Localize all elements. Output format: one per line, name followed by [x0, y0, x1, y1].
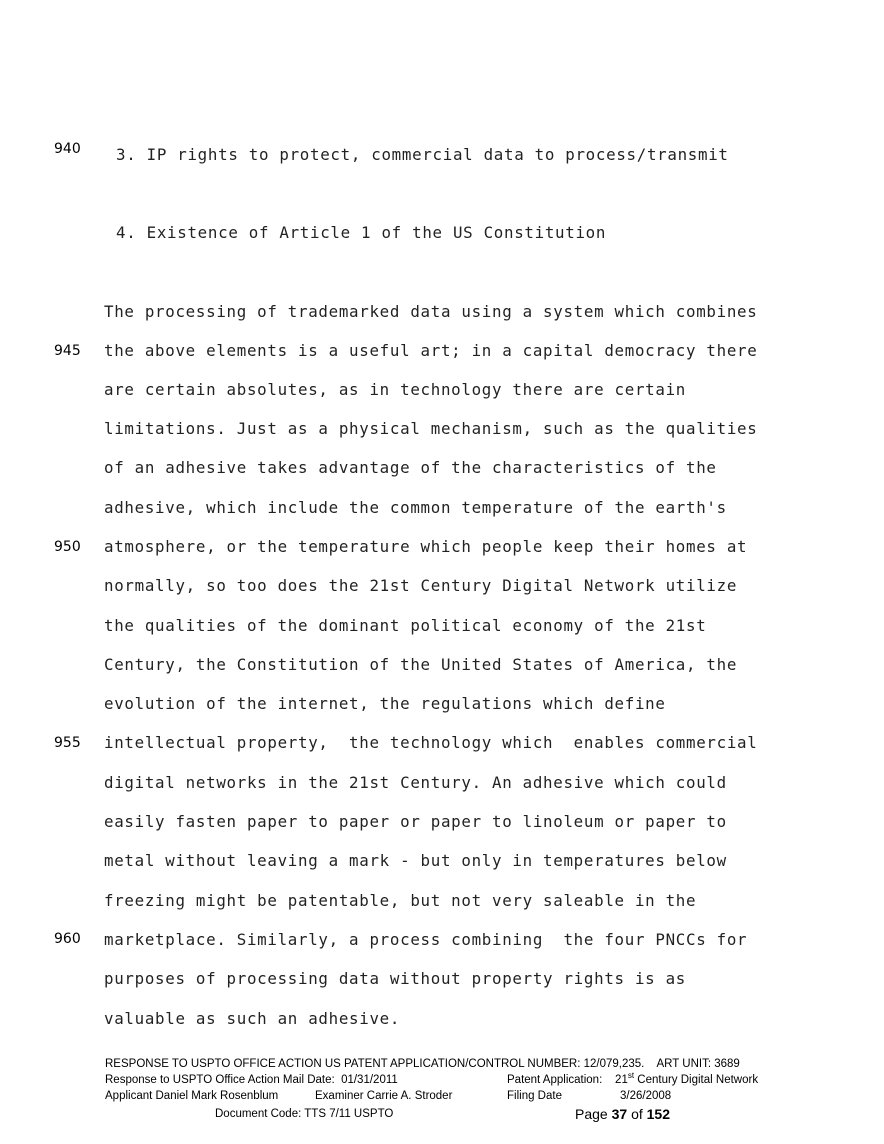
footer-filing-date: 3/26/2008 — [620, 1090, 672, 1102]
paragraph-line: of an adhesive takes advantage of the characteristics of the — [104, 458, 717, 477]
line-number: 940 — [54, 141, 81, 157]
paragraph-line: adhesive, which include the common temperature of the earth's — [104, 498, 727, 517]
footer-filing-date-label: Filing Date — [507, 1090, 562, 1102]
paragraph-line: normally, so too does the 21st Century Digital Network utilize — [104, 576, 738, 595]
line-number: 950 — [54, 539, 81, 555]
paragraph-line: digital networks in the 21st Century. An adhesive which could — [104, 773, 727, 792]
footer-application-line: RESPONSE TO USPTO OFFICE ACTION US PATENT APPLICATION/CONTROL NUMBER: 12/079,235. ART UNIT: 3689 — [105, 1058, 740, 1070]
paragraph-line: intellectual property, the technology which enables commercial — [104, 733, 758, 752]
paragraph-line: Century, the Constitution of the United States of America, the — [104, 655, 738, 674]
footer-mail-date: Response to USPTO Office Action Mail Date: 01/31/2011 — [105, 1074, 398, 1086]
footer-examiner: Examiner Carrie A. Stroder — [315, 1090, 453, 1102]
paragraph-line: valuable as such an adhesive. — [104, 1009, 401, 1028]
paragraph-line: are certain absolutes, as in technology there are certain — [104, 380, 686, 399]
footer-applicant: Applicant Daniel Mark Rosenblum — [105, 1090, 279, 1102]
line-number: 955 — [54, 735, 81, 751]
paragraph-line: The processing of trademarked data using a system which combines — [104, 302, 758, 321]
line-number: 960 — [54, 931, 81, 947]
list-item: 3. IP rights to protect, commercial data to process/transmit — [116, 145, 729, 164]
paragraph-line: the qualities of the dominant political economy of the 21st — [104, 616, 707, 635]
paragraph-line: easily fasten paper to paper or paper to linoleum or paper to — [104, 812, 727, 831]
paragraph-line: purposes of processing data without property rights is as — [104, 969, 686, 988]
paragraph-line: atmosphere, or the temperature which people keep their homes at — [104, 537, 748, 556]
footer-patent-application: Patent Application: 21st Century Digital Network — [507, 1071, 759, 1086]
page-number: Page 37 of 152 — [575, 1106, 670, 1122]
paragraph-line: metal without leaving a mark - but only in temperatures below — [104, 851, 727, 870]
paragraph-line: freezing might be patentable, but not very saleable in the — [104, 891, 697, 910]
line-number: 945 — [54, 343, 81, 359]
list-item: 4. Existence of Article 1 of the US Constitution — [116, 223, 607, 242]
paragraph-line: limitations. Just as a physical mechanism, such as the qualities — [104, 419, 758, 438]
paragraph-line: evolution of the internet, the regulations which define — [104, 694, 666, 713]
paragraph-line: the above elements is a useful art; in a capital democracy there — [104, 341, 758, 360]
footer-document-code: Document Code: TTS 7/11 USPTO — [215, 1108, 394, 1120]
paragraph-line: marketplace. Similarly, a process combining the four PNCCs for — [104, 930, 748, 949]
